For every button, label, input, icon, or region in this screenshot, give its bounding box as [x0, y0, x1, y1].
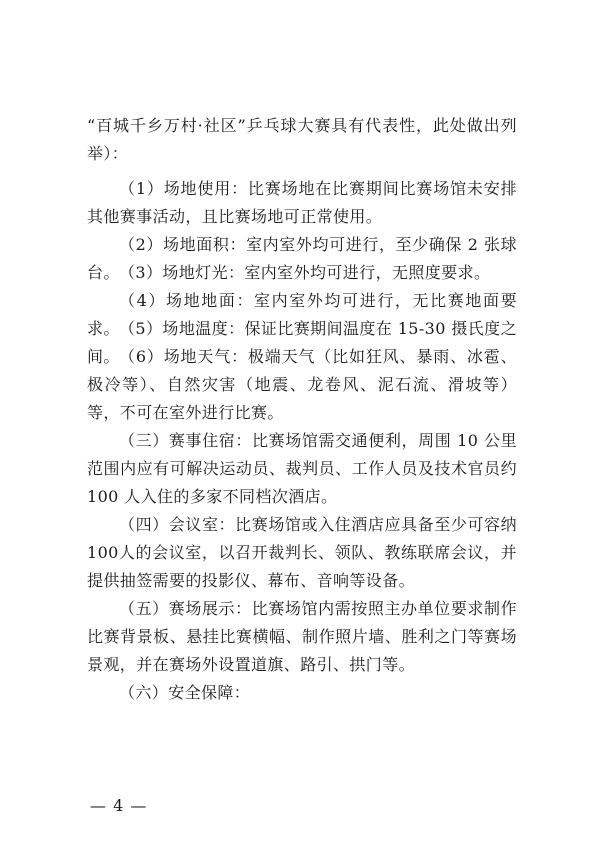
- paragraph-intro: “百城千乡万村·社区”乒乓球大赛具有代表性，此处做出列举）：: [87, 116, 517, 163]
- paragraph-security: （六）安全保障：: [119, 683, 251, 702]
- paragraph-venue-lighting: （3）场地灯光：室内室外均可进行，无照度要求。: [119, 263, 491, 282]
- paragraph-venue-weather: （6）场地天气：极端天气（比如狂风、暴雨、冰雹、极冷等）、自然灾害（地震、龙卷风、泥石流、滑坡等）等，不可在室外进行比赛。: [87, 347, 517, 422]
- paragraph-venue-display: （五）赛场展示：比赛场馆内需按照主办单位要求制作比赛背景板、悬挂比赛横幅、制作照片墙、胜利之门等赛场景观，并在赛场外设置道旗、路引、拱门等。: [87, 599, 517, 674]
- page-number: — 4 —: [90, 796, 148, 815]
- paragraph-accommodation: （三）赛事住宿：比赛场馆需交通便利，周围 10 公里范围内应有可解决运动员、裁判员、工作人员及技术官员约 100 人入住的多家不同档次酒店。: [87, 431, 517, 506]
- paragraph-meeting-room: （四）会议室：比赛场馆或入住酒店应具备至少可容纳100人的会议室，以召开裁判长、领队、教练联席会议，并提供抽签需要的投影仪、幕布、音响等设备。: [87, 515, 517, 590]
- paragraph-venue-floor: （4）场地地面：室内室外均可进行，无比赛地面要求。: [87, 291, 517, 338]
- paragraph-venue-use: （1）场地使用：比赛场地在比赛期间比赛场馆未安排其他赛事活动，且比赛场地可正常使用。: [87, 179, 517, 226]
- paragraph-venue-temperature: （5）场地温度：保证比赛期间温度在 15-30 摄氏度之间。: [87, 319, 517, 366]
- paragraph-venue-area: （2）场地面积：室内室外均可进行，至少确保 2 张球台。: [87, 235, 517, 282]
